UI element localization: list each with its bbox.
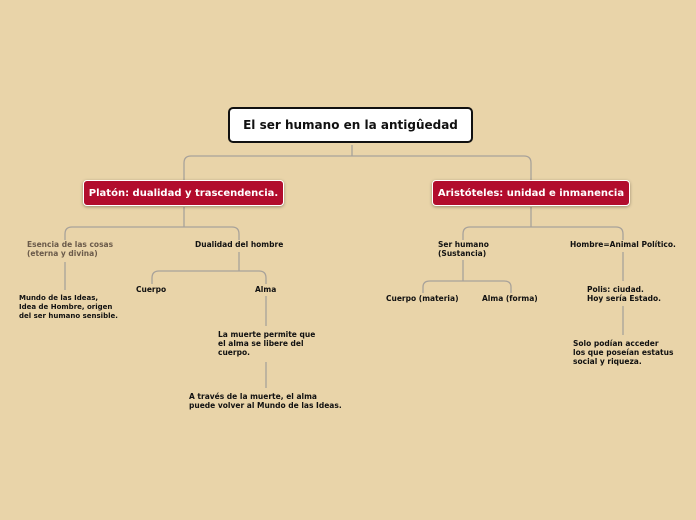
subtopic-esencia[interactable]: Esencia de las cosas (eterna y divina): [27, 240, 114, 258]
subtopic-animal-politico[interactable]: Hombre=Animal Político.: [570, 240, 676, 249]
subtopic-polis[interactable]: Polis: ciudad. Hoy sería Estado.: [587, 285, 662, 303]
topic-platon[interactable]: Platón: dualidad y trascendencia.: [83, 180, 284, 206]
central-topic[interactable]: El ser humano en la antigûedad: [228, 107, 473, 143]
subtopic-cuerpo[interactable]: Cuerpo: [136, 285, 167, 294]
subtopic-alma-forma[interactable]: Alma (forma): [482, 294, 538, 303]
subtopic-cuerpo-materia[interactable]: Cuerpo (materia): [386, 294, 459, 303]
subtopic-dualidad[interactable]: Dualidad del hombre: [195, 240, 284, 249]
subtopic-alma[interactable]: Alma: [255, 285, 277, 294]
topic-aristoteles[interactable]: Aristóteles: unidad e inmanencia: [432, 180, 630, 206]
subtopic-mundo-ideas[interactable]: Mundo de las Ideas, Idea de Hombre, origen del ser humano sensible.: [19, 294, 118, 320]
subtopic-solo-podian[interactable]: Solo podían acceder los que poseían estatus social y riqueza.: [573, 339, 674, 366]
subtopic-ser-humano[interactable]: Ser humano (Sustancia): [438, 240, 489, 258]
subtopic-traves-muerte[interactable]: A través de la muerte, el alma puede volver al Mundo de las Ideas.: [189, 392, 342, 410]
subtopic-muerte[interactable]: La muerte permite que el alma se libere del cuerpo.: [218, 330, 316, 357]
